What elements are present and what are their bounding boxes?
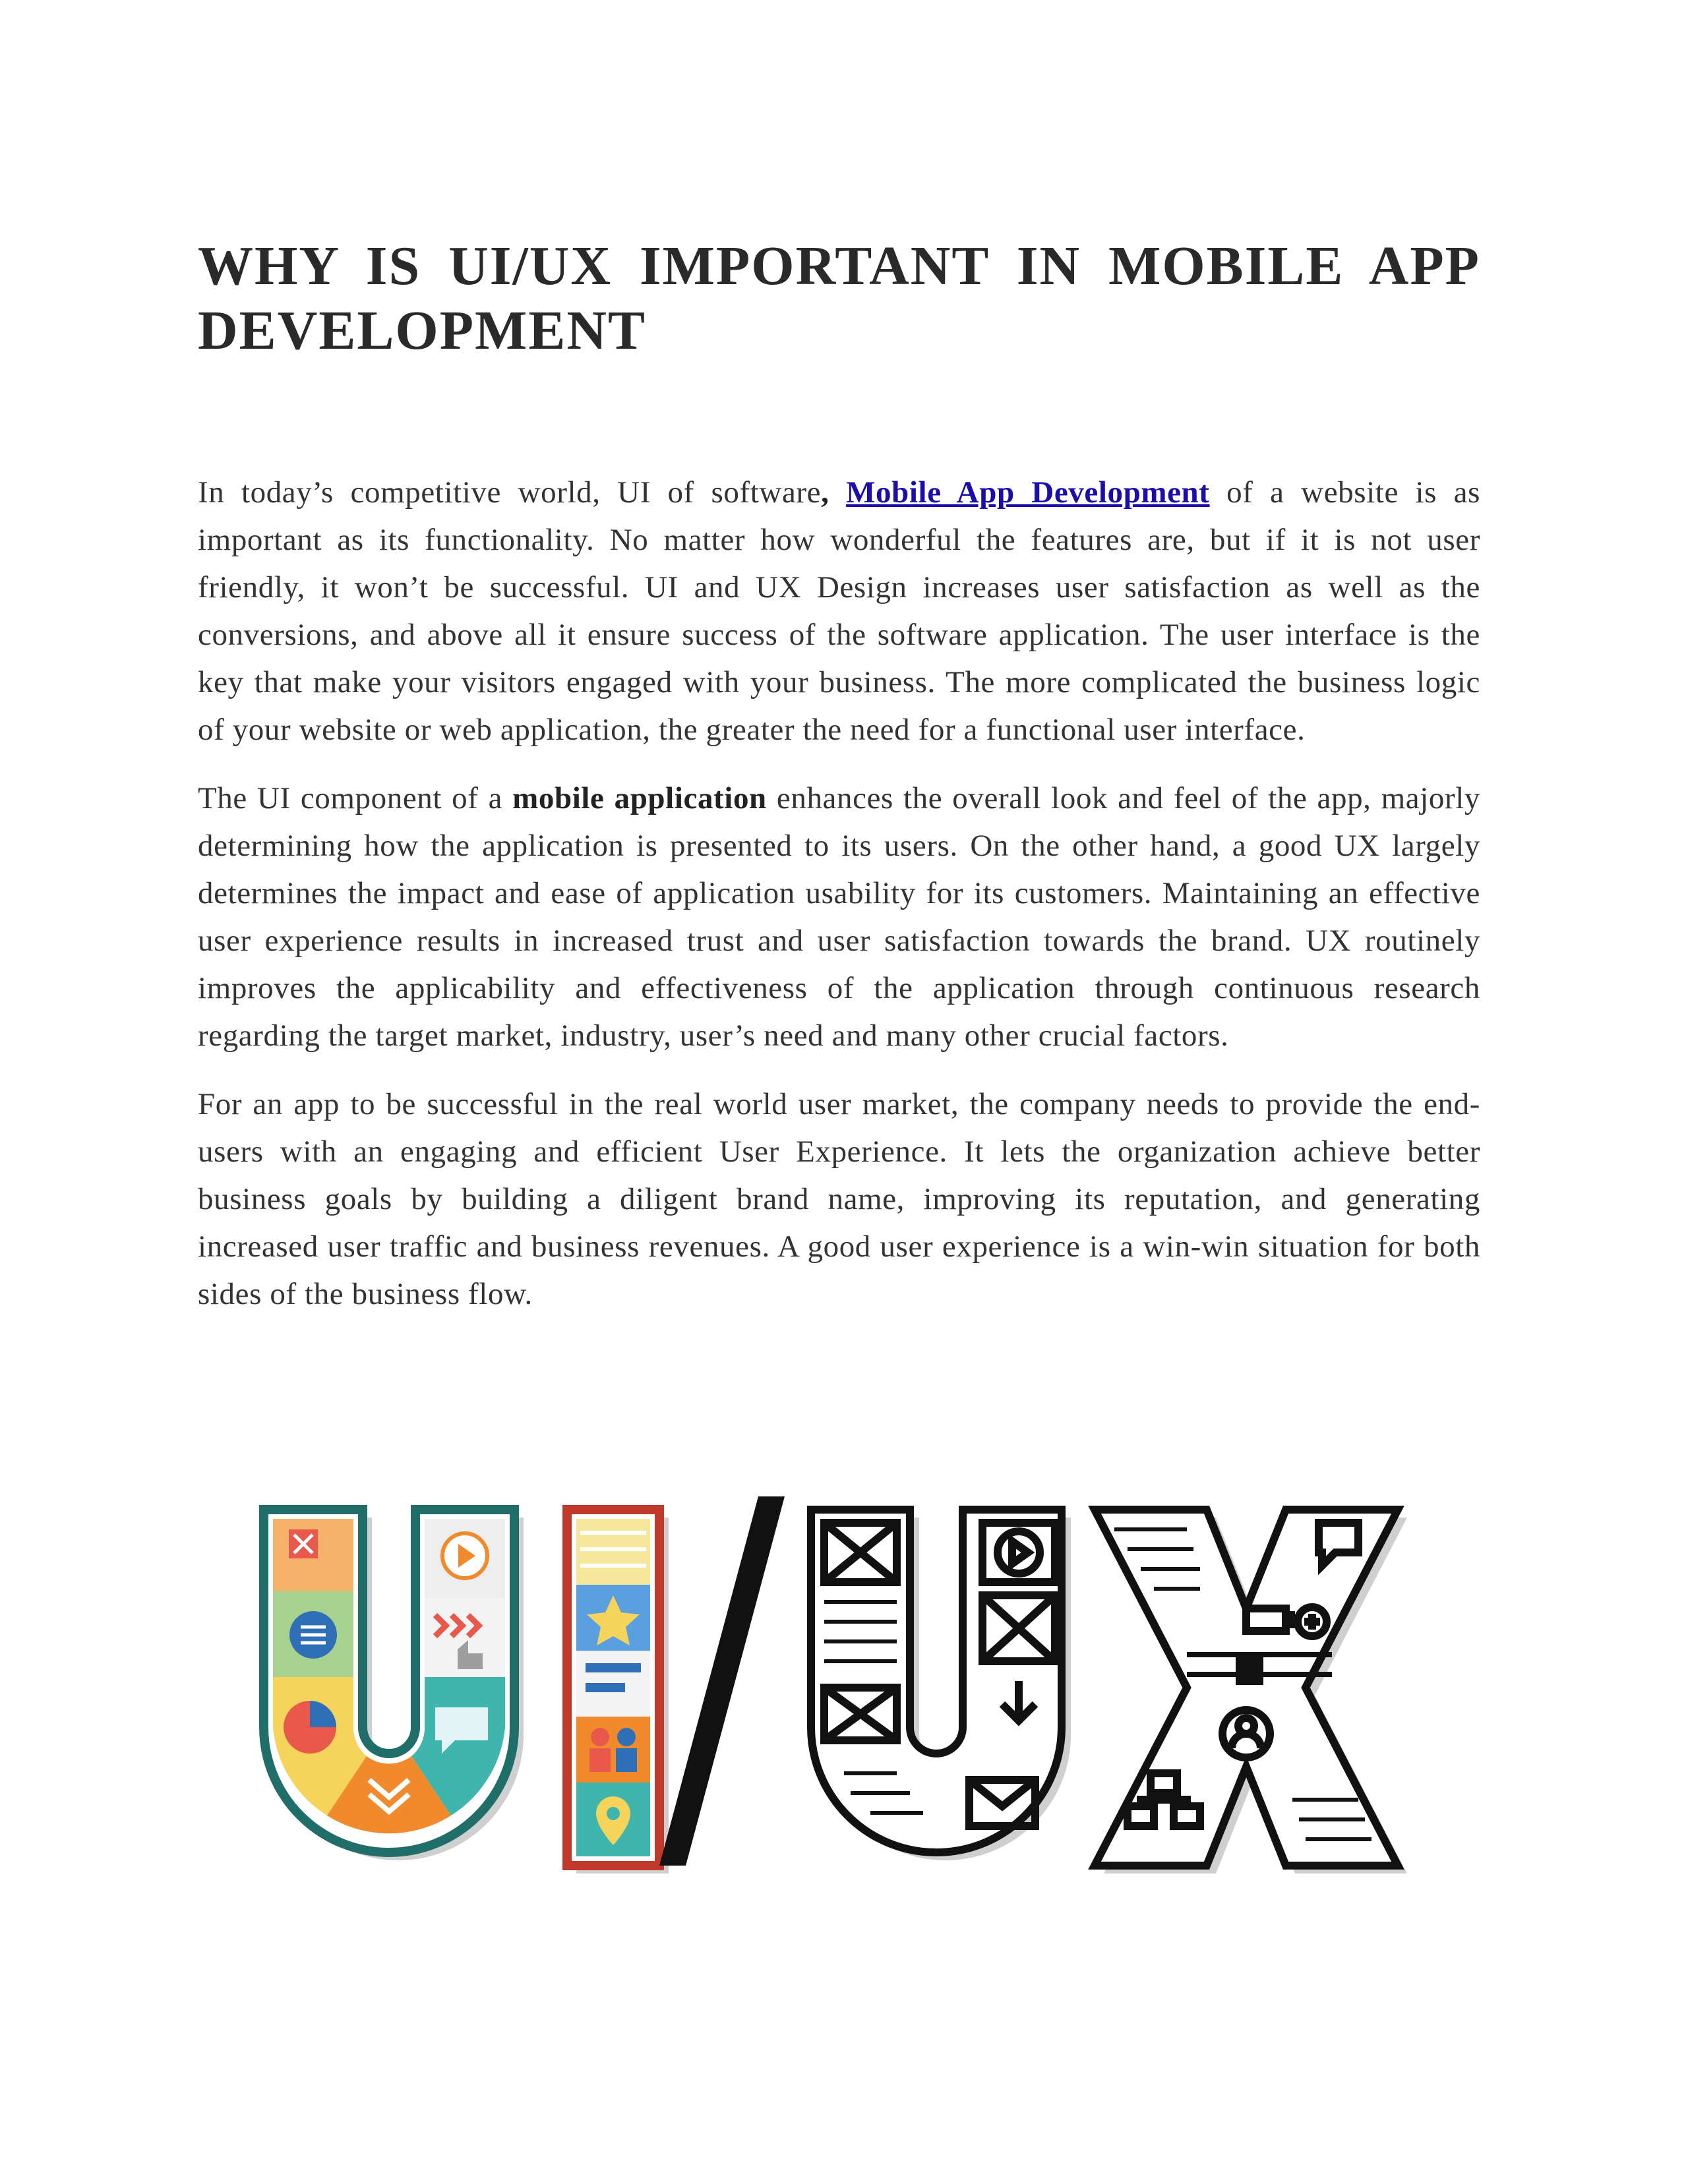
mobile-app-development-link[interactable]: Mobile App Development: [846, 475, 1210, 510]
article: [198, 234, 1480, 1339]
paragraph-2: [198, 775, 1480, 1059]
paragraph-2-text-end: enhances the overall look and feel of the app, majorly determining how the application is presented to its users. On the other hand, a good UX largely determines the impact and ease of application usability for its customers. Maintaining an effective user experience results in increased trust and user satisfaction towards the brand. UX routinely improves the applicability and effectiveness of the application through continuous research regarding the target market, industry, user’s need and many other crucial factors.: [198, 781, 1480, 1053]
play-icon: [442, 1533, 487, 1578]
page-title: WHY IS UI/UX IMPORTANT IN MOBILE APP DEVELOPMENT: [198, 235, 1480, 361]
close-icon: [289, 1529, 318, 1558]
letter-u-colorful: [264, 1510, 514, 1852]
letter-x-wireframe: [1095, 1510, 1398, 1866]
paragraph-2-text-start: The UI component of a: [198, 781, 513, 815]
slash-glyph: [659, 1496, 785, 1866]
menu-icon: [289, 1611, 337, 1659]
ui-ux-illustration: [237, 1496, 1464, 1892]
paragraph-1-text-end: of a website is as important as its functionality. No matter how wonderful the features are, but if it is not user friendly, it won’t be successful. UI and UX Design increases user satisfaction as well as the conversions, and above all it ensure success of the software application. The user interface is the key that make your visitors engaged with your business. The more complicated the business logic of your website or web application, the greater the need for a functional user interface.: [198, 475, 1481, 747]
letter-u-wireframe: [811, 1510, 1062, 1852]
pie-chart-icon: [284, 1701, 336, 1754]
letter-i-colorful: [567, 1510, 659, 1866]
mobile-application-bold: mobile application: [512, 781, 767, 815]
paragraph-3: For an app to be successful in the real world user market, the company needs to provide the end-users with an engaging and efficient User Experience. It lets the organization achieve better business goals by building a diligent brand name, improving its reputation, and generating increased user traffic and business revenues. A good user experience is a win-win situation for both sides of the business flow.: [198, 1087, 1480, 1311]
article-body: [198, 469, 1480, 1318]
paragraph-1-text-start: In today’s competitive world, UI of software: [198, 475, 822, 510]
paragraph-1-comma: ,: [821, 475, 829, 510]
paragraph-1: [198, 469, 1480, 753]
ui-ux-letters-graphic: [237, 1496, 1464, 1892]
